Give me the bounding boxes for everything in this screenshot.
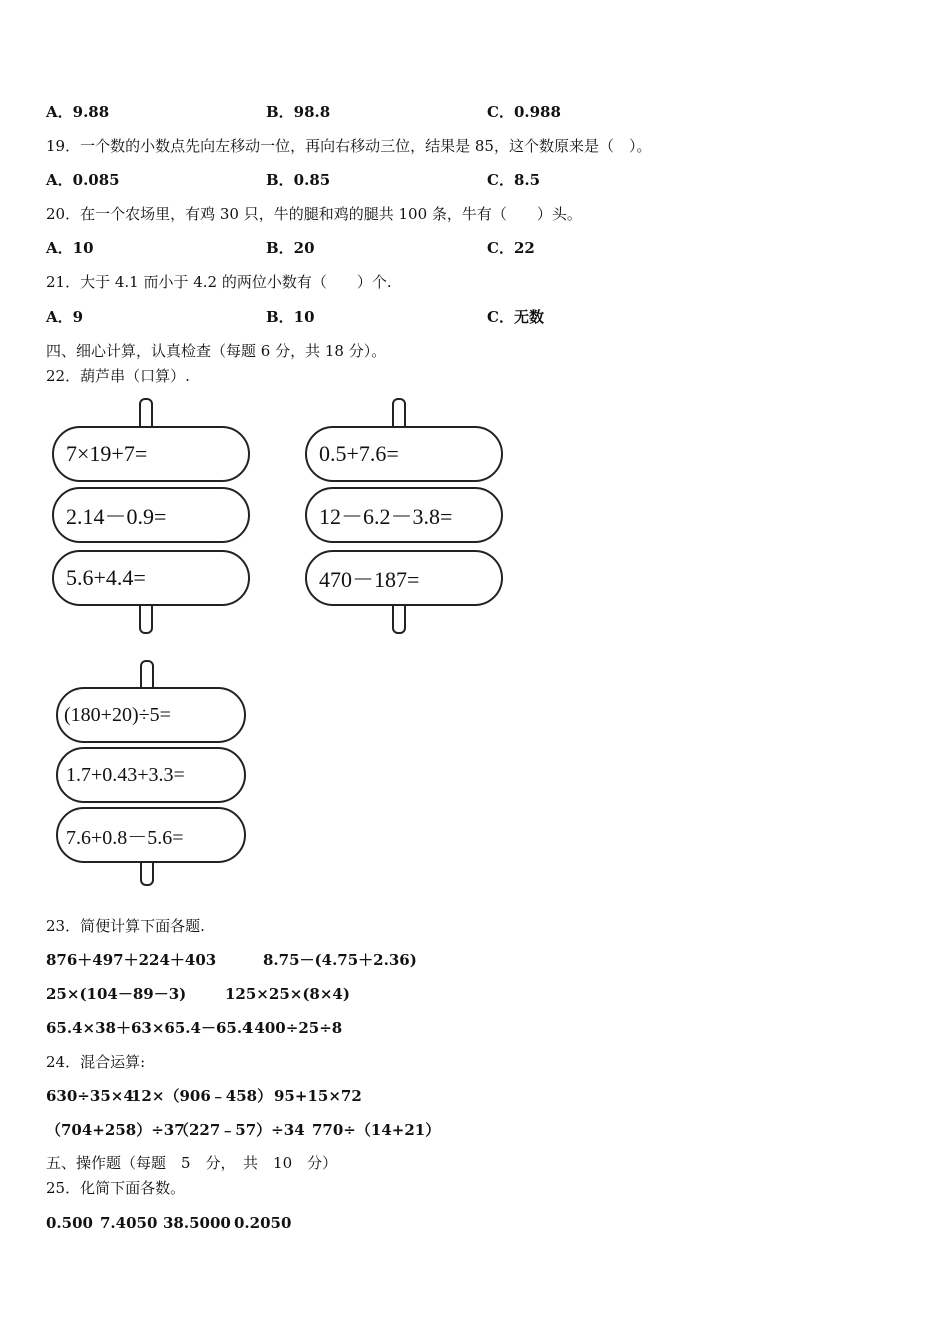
q24-question: 24．混合运算: [46, 1053, 146, 1071]
q18-option-a: A．9.88 [46, 103, 110, 121]
q19-question: 19．一个数的小数点先向左移动一位，再向右移动三位，结果是 85，这个数原来是（ ）。 [46, 137, 652, 155]
gourd-2 [305, 398, 505, 634]
section-5-title: 五、操作题（每题 5 分， 共 10 分） [46, 1154, 338, 1172]
q24-expression: （704+258）÷37 [46, 1121, 185, 1139]
q23-expression: 876＋497＋224＋403 [46, 951, 217, 969]
gourd-3 [56, 660, 250, 888]
q25-value: 0.500 [46, 1214, 93, 1232]
gourd-2-expression-1: 0.5+7.6= [305, 426, 503, 482]
q24-expression: 630÷35×4 [46, 1087, 134, 1105]
q23-question: 23．简便计算下面各题. [46, 917, 205, 935]
q21-option-b: B．10 [266, 308, 315, 326]
q25-value: 38.5000 [163, 1214, 231, 1232]
q24-expression: 770÷（14+21） [312, 1121, 441, 1139]
q21-option-a: A．9 [46, 308, 84, 326]
q24-expression: （227﹣57）÷34 [174, 1121, 305, 1139]
q18-option-b: B．98.8 [266, 103, 331, 121]
gourd-1-expression-1: 7×19+7= [52, 426, 250, 482]
q20-option-a: A．10 [46, 239, 94, 257]
q21-question: 21．大于 4.1 而小于 4.2 的两位小数有（ ）个. [46, 273, 392, 291]
gourd-2-expression-2: 12－6.2－3.8= [305, 487, 503, 543]
q23-expression: 8.75－(4.75＋2.36) [263, 951, 417, 969]
q20-option-b: B．20 [266, 239, 315, 257]
q25-value: 0.2050 [234, 1214, 292, 1232]
gourd-1 [52, 398, 252, 634]
q23-expression: 25×(104－89－3) [46, 985, 187, 1003]
section-4-title: 四、细心计算，认真检查（每题 6 分，共 18 分）。 [46, 342, 387, 360]
q22-question: 22．葫芦串（口算）. [46, 367, 190, 385]
q23-expression: 65.4×38＋63×65.4－65.4 [46, 1019, 253, 1037]
gourd-3-expression-1: (180+20)÷5= [56, 687, 246, 743]
q23-expression: 125×25×(8×4) [225, 985, 350, 1003]
gourd-1-expression-3: 5.6+4.4= [52, 550, 250, 606]
q23-expression: 1400÷25÷8 [244, 1019, 343, 1037]
q19-option-a: A．0.085 [46, 171, 120, 189]
q20-option-c: C．22 [487, 239, 535, 257]
q19-option-c: C．8.5 [487, 171, 541, 189]
gourd-3-expression-2: 1.7+0.43+3.3= [56, 747, 246, 803]
gourd-3-expression-3: 7.6+0.8－5.6= [56, 807, 246, 863]
q19-option-b: B．0.85 [266, 171, 331, 189]
q18-option-c: C．0.988 [487, 103, 561, 121]
gourd-1-expression-2: 2.14－0.9= [52, 487, 250, 543]
gourd-2-expression-3: 470－187= [305, 550, 503, 606]
q21-option-c: C．无数 [487, 308, 544, 326]
q24-expression: 12×（906﹣458） [131, 1087, 273, 1105]
q24-expression: 95+15×72 [274, 1087, 362, 1105]
q25-question: 25．化简下面各数。 [46, 1179, 186, 1197]
q20-question: 20．在一个农场里，有鸡 30 只，牛的腿和鸡的腿共 100 条，牛有（ ）头。 [46, 205, 582, 223]
q25-value: 7.4050 [100, 1214, 158, 1232]
